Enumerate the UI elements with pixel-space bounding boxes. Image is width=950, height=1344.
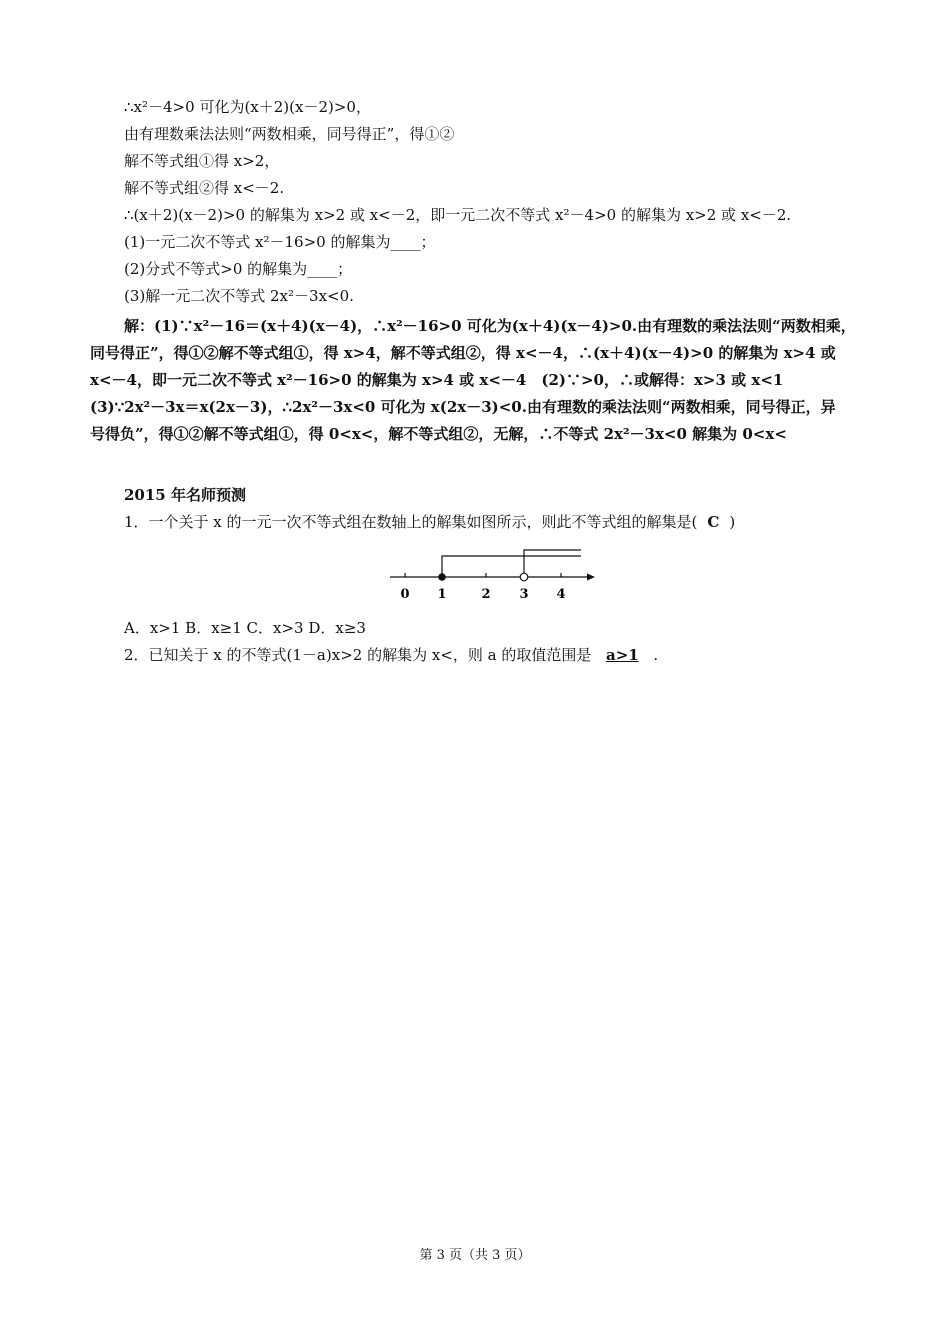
intro-line-3: 解不等式组①得 x>2， [124,152,280,170]
number-line-figure [388,543,603,603]
solution-row-4: (3)∵2x²－3x＝x(2x－3)，∴2x²－3x<0 可化为 x(2x－3)<0.由有理数的乘法法则“两数相乘，同号得正，异 [90,398,836,416]
item-1 [124,512,735,532]
solution-row-1: 解：(1)∵x²－16＝(x＋4)(x－4)，∴x²－16>0 可化为(x＋4)(x－4)>0.由有理数的乘法法则“两数相乘， [124,317,856,335]
item-1-close: ) [729,513,736,531]
item-1-answer: C [707,513,720,531]
page-footer: 第 3 页（共 3 页） [419,1248,531,1263]
tick-label-1: 1 [437,587,447,602]
tick-label-2: 2 [481,587,491,602]
tick-label-4: 4 [556,587,566,602]
intro-line-4: 解不等式组②得 x<－2. [124,179,285,197]
item-1-options: A．x>1 B．x≥1 C．x>3 D．x≥3 [124,619,366,637]
solution-row-2: 同号得正”，得①②解不等式组①，得 x>4，解不等式组②，得 x<－4，∴(x＋4)(x－4)>0 的解集为 x>4 或 [90,344,836,362]
solution-block [90,313,865,448]
number-line-arrow-icon [587,574,595,581]
tick-label-0: 0 [400,587,410,602]
intro-line-1: ∴x²－4>0 可化为(x＋2)(x－2)>0， [124,98,371,116]
intro-line-2: 由有理数乘法法则“两数相乘，同号得正”，得①② [124,125,455,143]
solution-row-5: 号得负”，得①②解不等式组①，得 0<x<，解不等式组②，无解，∴不等式 2x²－3x<0 解集为 0<x< [90,425,787,443]
range-bracket-from-3 [524,550,581,577]
range-bracket-from-1 [442,556,581,577]
item-2-text: 2．已知关于 x 的不等式(1－a)x>2 的解集为 x<，则 a 的取值范围是 [124,646,592,664]
question-1: (1)一元二次不等式 x²－16>0 的解集为____； [124,233,436,251]
solid-point-1 [438,573,446,581]
item-2-answer: a>1 [605,646,639,664]
item-1-text: 1．一个关于 x 的一元一次不等式组在数轴上的解集如图所示，则此不等式组的解集是( [124,513,698,531]
section-title: 2015 年名师预测 [124,486,246,504]
hollow-point-3 [520,573,528,581]
question-3: (3)解一元二次不等式 2x²－3x<0. [124,287,354,305]
item-2 [124,645,658,665]
intro-line-5: ∴(x＋2)(x－2)>0 的解集为 x>2 或 x<－2，即一元二次不等式 x²－4>0 的解集为 x>2 或 x<－2. [124,206,792,224]
question-2: (2)分式不等式>0 的解集为____； [124,260,353,278]
item-2-end: . [653,646,659,664]
tick-label-3: 3 [519,587,529,602]
solution-row-3: x<－4，即一元二次不等式 x²－16>0 的解集为 x>4 或 x<－4 (2)∵>0，∴或解得：x>3 或 x<1 [90,371,784,389]
